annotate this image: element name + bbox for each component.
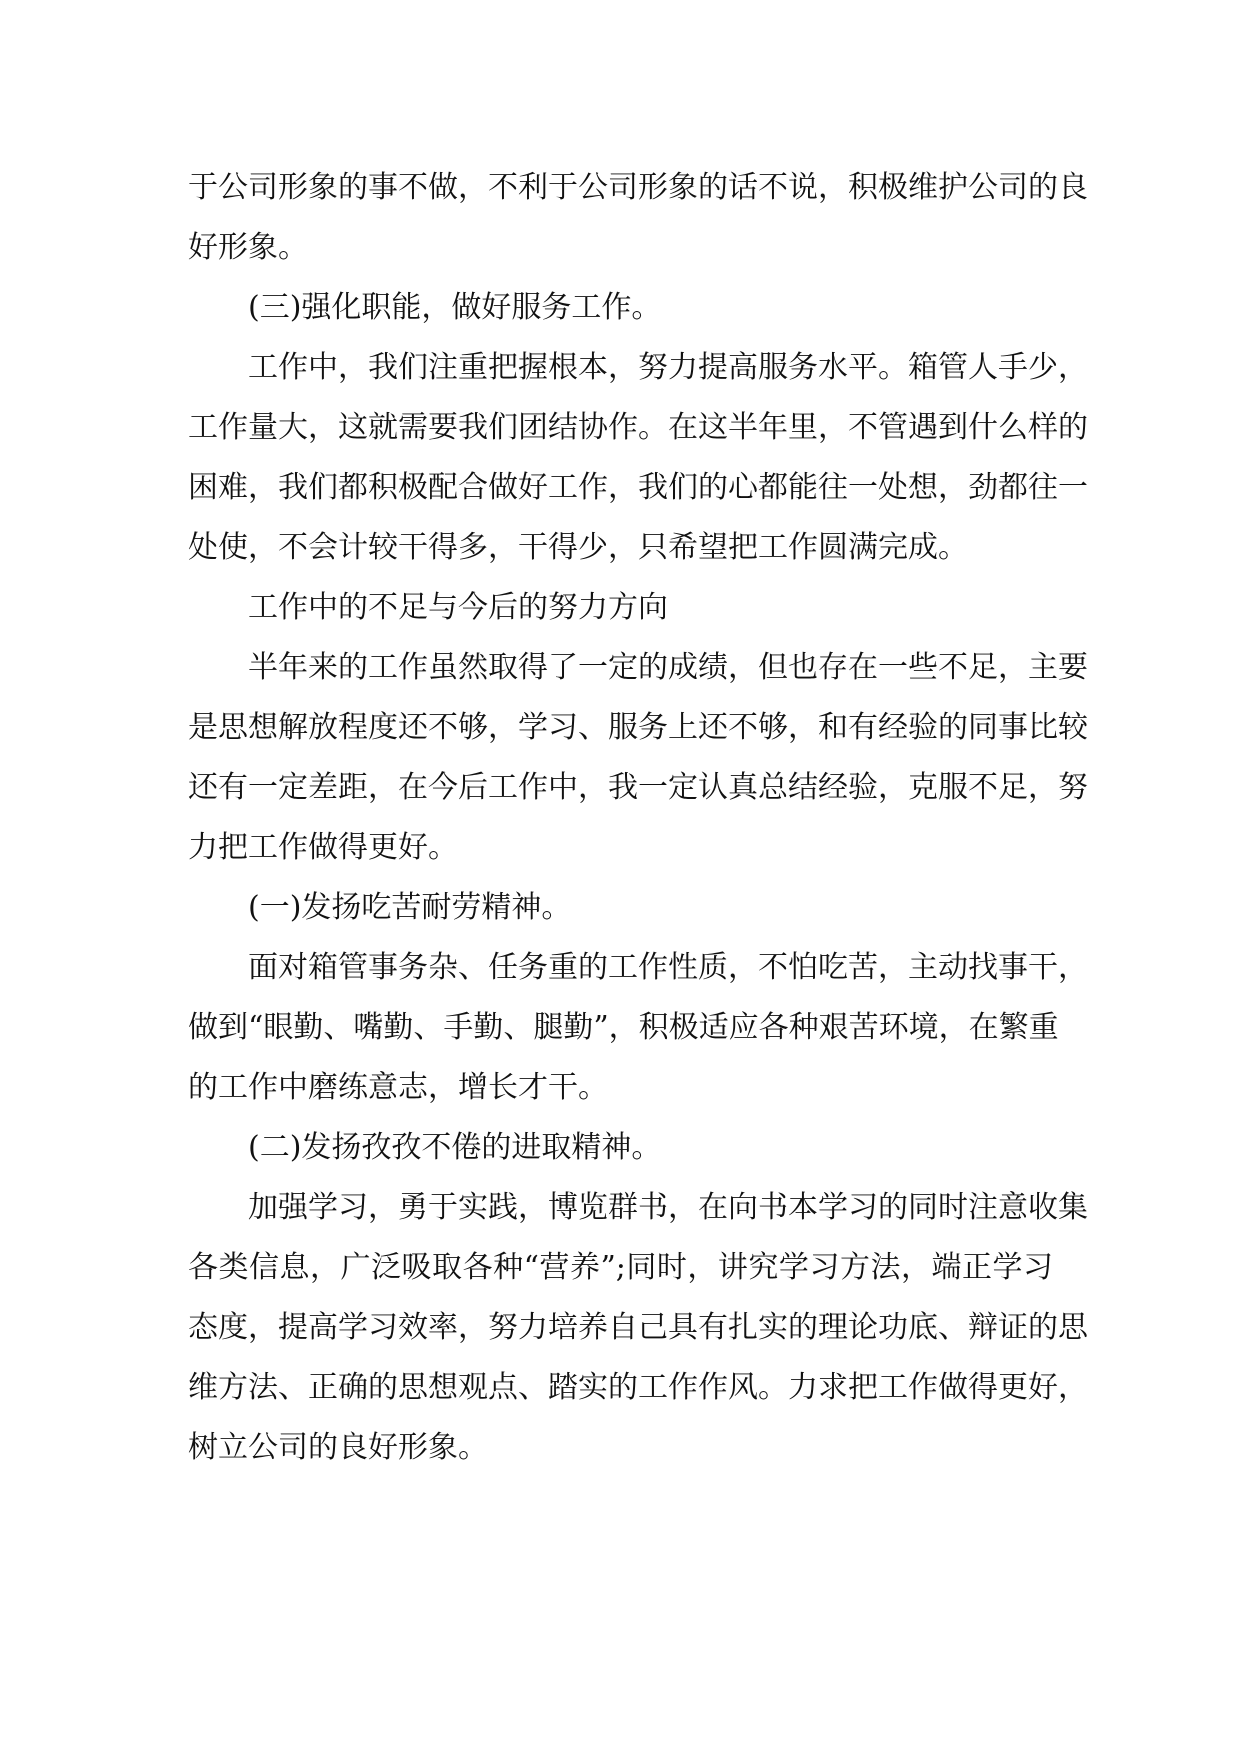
text-line: 树立公司的良好形象。 — [188, 1430, 488, 1465]
text-line: 做到“眼勤、嘴勤、手勤、腿勤”，积极适应各种艰苦环境，在繁重 — [188, 1010, 1059, 1045]
section-heading: (三)强化职能，做好服务工作。 — [248, 290, 662, 325]
text-line: 面对箱管事务杂、任务重的工作性质，不怕吃苦，主动找事干， — [248, 950, 1088, 985]
text-line: 的工作中磨练意志，增长才干。 — [188, 1070, 608, 1105]
text-line: 工作中，我们注重把握根本，努力提高服务水平。箱管人手少， — [248, 350, 1088, 385]
text-line: 各类信息，广泛吸取各种“营养”;同时，讲究学习方法，端正学习 — [188, 1250, 1053, 1285]
text-line: 于公司形象的事不做，不利于公司形象的话不说，积极维护公司的良 — [188, 170, 1088, 205]
text-line: 维方法、正确的思想观点、踏实的工作作风。力求把工作做得更好， — [188, 1370, 1088, 1405]
section-heading: (二)发扬孜孜不倦的进取精神。 — [248, 1130, 662, 1165]
text-line: 处使，不会计较干得多，干得少，只希望把工作圆满完成。 — [188, 530, 968, 565]
text-line: 态度，提高学习效率，努力培养自己具有扎实的理论功底、辩证的思 — [188, 1310, 1088, 1345]
document-body — [188, 158, 1088, 1478]
text-line: 力把工作做得更好。 — [188, 830, 458, 865]
text-line: 困难，我们都积极配合做好工作，我们的心都能往一处想，劲都往一 — [188, 470, 1088, 505]
text-line: 好形象。 — [188, 230, 308, 265]
text-line: 是思想解放程度还不够，学习、服务上还不够，和有经验的同事比较 — [188, 710, 1088, 745]
section-heading: 工作中的不足与今后的努力方向 — [248, 590, 668, 625]
text-line: 工作量大，这就需要我们团结协作。在这半年里，不管遇到什么样的 — [188, 410, 1088, 445]
section-heading: (一)发扬吃苦耐劳精神。 — [248, 890, 572, 925]
text-line: 半年来的工作虽然取得了一定的成绩，但也存在一些不足，主要 — [248, 650, 1088, 685]
text-line: 还有一定差距，在今后工作中，我一定认真总结经验，克服不足，努 — [188, 770, 1088, 805]
text-line: 加强学习，勇于实践，博览群书，在向书本学习的同时注意收集 — [248, 1190, 1088, 1225]
